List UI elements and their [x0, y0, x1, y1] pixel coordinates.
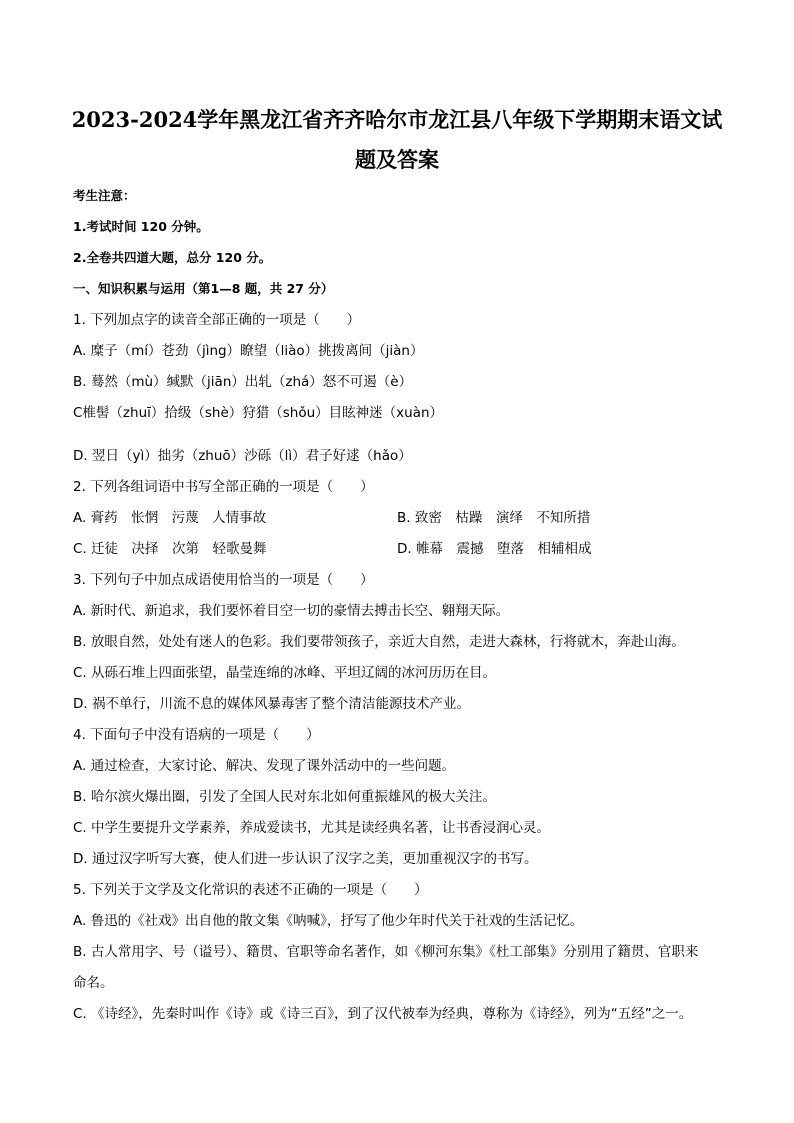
question-stem: 2. 下列各组词语中书写全部正确的一项是（ ）: [73, 479, 374, 495]
option: A. 糜子（mí）苍劲（jìng）瞭望（liào）挑拨离间（jiàn）: [73, 343, 424, 359]
option: C. 从砾石堆上四面张望，晶莹连绵的冰峰、平坦辽阔的冰河历历在目。: [73, 665, 497, 681]
question-stem: 5. 下列关于文学及文化常识的表述不正确的一项是（ ）: [73, 882, 428, 898]
option: B. 放眼自然，处处有迷人的色彩。我们要带领孩子，亲近大自然，走进大森林，行将就木，奔赴山海。: [73, 634, 685, 650]
option: A. 新时代、新追求，我们要怀着目空一切的豪情去搏击长空、翱翔天际。: [73, 603, 510, 619]
document-title-line2: 题及答案: [355, 147, 439, 172]
notice-heading: 考生注意：: [73, 188, 136, 203]
option-row: [73, 508, 753, 539]
document-title-line1: 2023-2024学年黑龙江省齐齐哈尔市龙江县八年级下学期期末语文试: [71, 107, 723, 132]
question-stem: 1. 下列加点字的读音全部正确的一项是（ ）: [73, 312, 361, 328]
option: D. 翌日（yì）拙劣（zhuō）沙砾（lì）君子好逑（hǎo）: [73, 448, 412, 464]
option: B. 哈尔滨火爆出圈，引发了全国人民对东北如何重振雄风的极大关注。: [73, 789, 496, 805]
option: D. 帷幕 震撼 堕落 相辅相成: [397, 541, 592, 557]
option: B. 古人常用字、号（谥号）、籍贯、官职等命名著作，如《柳河东集》《杜工部集》分别用了籍贯、官职来: [73, 944, 699, 960]
question-stem: 4. 下面句子中没有语病的一项是（ ）: [73, 727, 320, 743]
document-body: [73, 186, 753, 1035]
notice-item: 2.全卷共四道大题，总分 120 分。: [73, 250, 272, 265]
option: D. 通过汉字听写大赛，使人们进一步认识了汉字之美，更加重视汉字的书写。: [73, 851, 538, 867]
section-heading: 一、知识积累与运用（第1—8 题，共 27 分）: [73, 281, 334, 296]
question-stem: 3. 下列句子中加点成语使用恰当的一项是（ ）: [73, 572, 374, 588]
option: C. 《诗经》，先秦时叫作《诗》或《诗三百》，到了汉代被奉为经典，尊称为《诗经》，列为“五经”之一。: [73, 1006, 693, 1022]
option: B. 致密 枯躁 演绎 不知所措: [397, 510, 591, 526]
option: C. 迁徒 决择 次第 轻歌曼舞: [73, 541, 267, 557]
option-row: [73, 539, 753, 570]
option: A. 鲁迅的《社戏》出自他的散文集《呐喊》，抒写了他少年时代关于社戏的生活记忆。: [73, 913, 584, 929]
option: A. 通过检查，大家讨论、解决、发现了课外活动中的一些问题。: [73, 758, 456, 774]
notice-item: 1.考试时间 120 分钟。: [73, 219, 209, 234]
option: C. 中学生要提升文学素养，养成爱读书，尤其是读经典名著，让书香浸润心灵。: [73, 820, 551, 836]
option: C椎髻（zhuī）拾级（shè）狩猎（shǒu）目眩神迷（xuàn）: [73, 405, 444, 421]
option-continuation: 命名。: [73, 975, 114, 991]
option: B. 蓦然（mù）缄默（jiān）出轧（zhá）怒不可遏（è）: [73, 374, 413, 390]
option: A. 膏药 怅惘 污蔑 人情事故: [73, 510, 267, 526]
option: D. 祸不单行，川流不息的媒体风暴毒害了整个清洁能源技术产业。: [73, 696, 470, 712]
